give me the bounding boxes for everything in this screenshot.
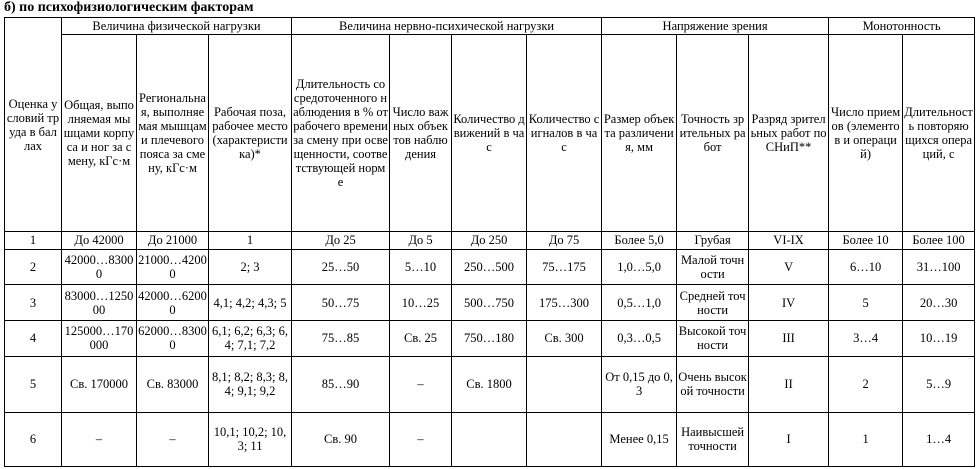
table-cell: 5: [5, 356, 62, 412]
table-cell: Высокой точности: [677, 321, 749, 357]
table-row: [5, 321, 975, 357]
group-vision: Напряжение зрения: [602, 18, 829, 35]
table-cell: 62000…83000: [137, 321, 209, 357]
table-row: [5, 249, 975, 285]
table-cell: 5…9: [903, 356, 975, 412]
psychophysiological-factors-table: [4, 17, 975, 467]
table-cell: I: [749, 412, 829, 466]
table-cell: До 250: [452, 232, 527, 249]
table-cell: 3: [5, 285, 62, 321]
table-cell: 175…300: [527, 285, 602, 321]
table-cell: 1: [209, 232, 292, 249]
table-cell: 42000…62000: [137, 285, 209, 321]
table-cell: 1…4: [903, 412, 975, 466]
table-cell: 500…750: [452, 285, 527, 321]
table-cell: Более 5,0: [602, 232, 677, 249]
table-cell: 5…10: [390, 249, 452, 285]
table-cell: 75…175: [527, 249, 602, 285]
table-cell: 0,3…0,5: [602, 321, 677, 357]
col-header-object-size: Размер объекта различения, мм: [602, 35, 677, 232]
col-header-observed-objects: Число важных объектов наблюдения: [390, 35, 452, 232]
table-row: [5, 356, 975, 412]
table-cell: 10…25: [390, 285, 452, 321]
col-header-signals: Количество сигналов в час: [527, 35, 602, 232]
table-cell: 2: [5, 249, 62, 285]
table-cell: 1,0…5,0: [602, 249, 677, 285]
table-cell: IV: [749, 285, 829, 321]
table-cell: Средней точности: [677, 285, 749, 321]
table-cell: 2: [829, 356, 903, 412]
table-row: [5, 285, 975, 321]
table-cell: Св. 1800: [452, 356, 527, 412]
table-cell: 1: [5, 232, 62, 249]
group-monotony: Монотонность: [829, 18, 975, 35]
table-cell: Св. 90: [292, 412, 390, 466]
table-cell: VI-IX: [749, 232, 829, 249]
table-cell: 42000…83000: [62, 249, 137, 285]
table-cell: Более 100: [903, 232, 975, 249]
col-header-work-pose: Рабочая поза, рабочее место (характеристика)*: [209, 35, 292, 232]
table-cell: 1: [829, 412, 903, 466]
table-cell: 750…180: [452, 321, 527, 357]
group-neuro: Величина нервно-психической нагрузки: [292, 18, 602, 35]
table-cell: До 5: [390, 232, 452, 249]
table-cell: Св. 300: [527, 321, 602, 357]
col-header-visual-accuracy: Точность зрительных работ: [677, 35, 749, 232]
table-cell: До 21000: [137, 232, 209, 249]
col-header-score: Оценка условий труда в баллах: [5, 18, 62, 232]
table-cell: –: [390, 412, 452, 466]
col-header-operation-duration: Длительность повторяющихся операций, с: [903, 35, 975, 232]
table-cell: 250…500: [452, 249, 527, 285]
table-cell: 0,5…1,0: [602, 285, 677, 321]
table-cell: 6: [5, 412, 62, 466]
col-header-movements: Количество движений в час: [452, 35, 527, 232]
col-header-total-load: Общая, выполняемая мышцами корпуса и ног за смену, кГс·м: [62, 35, 137, 232]
table-cell: 4: [5, 321, 62, 357]
table-cell: V: [749, 249, 829, 285]
table-cell: Св. 83000: [137, 356, 209, 412]
table-cell: –: [390, 356, 452, 412]
table-cell: III: [749, 321, 829, 357]
table-cell: II: [749, 356, 829, 412]
table-cell: 10,1; 10,2; 10,3; 11: [209, 412, 292, 466]
table-cell: До 75: [527, 232, 602, 249]
table-cell: 10…19: [903, 321, 975, 357]
table-cell: 6,1; 6,2; 6,3; 6,4; 7,1; 7,2: [209, 321, 292, 357]
table-cell: До 42000: [62, 232, 137, 249]
col-header-operations-count: Число приемов (элементов и операций): [829, 35, 903, 232]
group-physical: Величина физической нагрузки: [62, 18, 292, 35]
table-cell: Св. 25: [390, 321, 452, 357]
section-heading: б) по психофизиологическим факторам: [4, 0, 254, 15]
table-cell: 20…30: [903, 285, 975, 321]
table-cell: 125000…170000: [62, 321, 137, 357]
table-cell: 31…100: [903, 249, 975, 285]
column-header-row: [5, 35, 975, 232]
col-header-observation-duration: Длительность сосредоточенного наблюдения в % от рабочего времени за смену при освещенности, соответствующей норме: [292, 35, 390, 232]
table-cell: Очень высокой точности: [677, 356, 749, 412]
table-cell: Наивысшей точности: [677, 412, 749, 466]
col-header-regional-load: Региональная, выполняемая мышцами плечевого пояса за смену, кГс·м: [137, 35, 209, 232]
table-cell: Менее 0,15: [602, 412, 677, 466]
table-cell: Св. 170000: [62, 356, 137, 412]
table-cell: 83000…125000: [62, 285, 137, 321]
table-cell: 6…10: [829, 249, 903, 285]
table-cell: Малой точности: [677, 249, 749, 285]
table-cell: [527, 356, 602, 412]
table-cell: 5: [829, 285, 903, 321]
table-cell: 8,1; 8,2; 8,3; 8,4; 9,1; 9,2: [209, 356, 292, 412]
table-row: [5, 412, 975, 466]
table-cell: Грубая: [677, 232, 749, 249]
table-cell: [452, 412, 527, 466]
table-cell: 3…4: [829, 321, 903, 357]
table-cell: 75…85: [292, 321, 390, 357]
table-cell: До 25: [292, 232, 390, 249]
table-cell: 21000…42000: [137, 249, 209, 285]
table-cell: –: [62, 412, 137, 466]
table-cell: 85…90: [292, 356, 390, 412]
table-cell: 50…75: [292, 285, 390, 321]
table-cell: От 0,15 до 0,3: [602, 356, 677, 412]
group-header-row: [5, 18, 975, 35]
table-cell: –: [137, 412, 209, 466]
table-cell: Более 10: [829, 232, 903, 249]
table-row: [5, 232, 975, 249]
table-cell: 25…50: [292, 249, 390, 285]
col-header-visual-category: Разряд зрительных работ по СНиП**: [749, 35, 829, 232]
table-cell: 4,1; 4,2; 4,3; 5: [209, 285, 292, 321]
table-cell: [527, 412, 602, 466]
table-cell: 2; 3: [209, 249, 292, 285]
